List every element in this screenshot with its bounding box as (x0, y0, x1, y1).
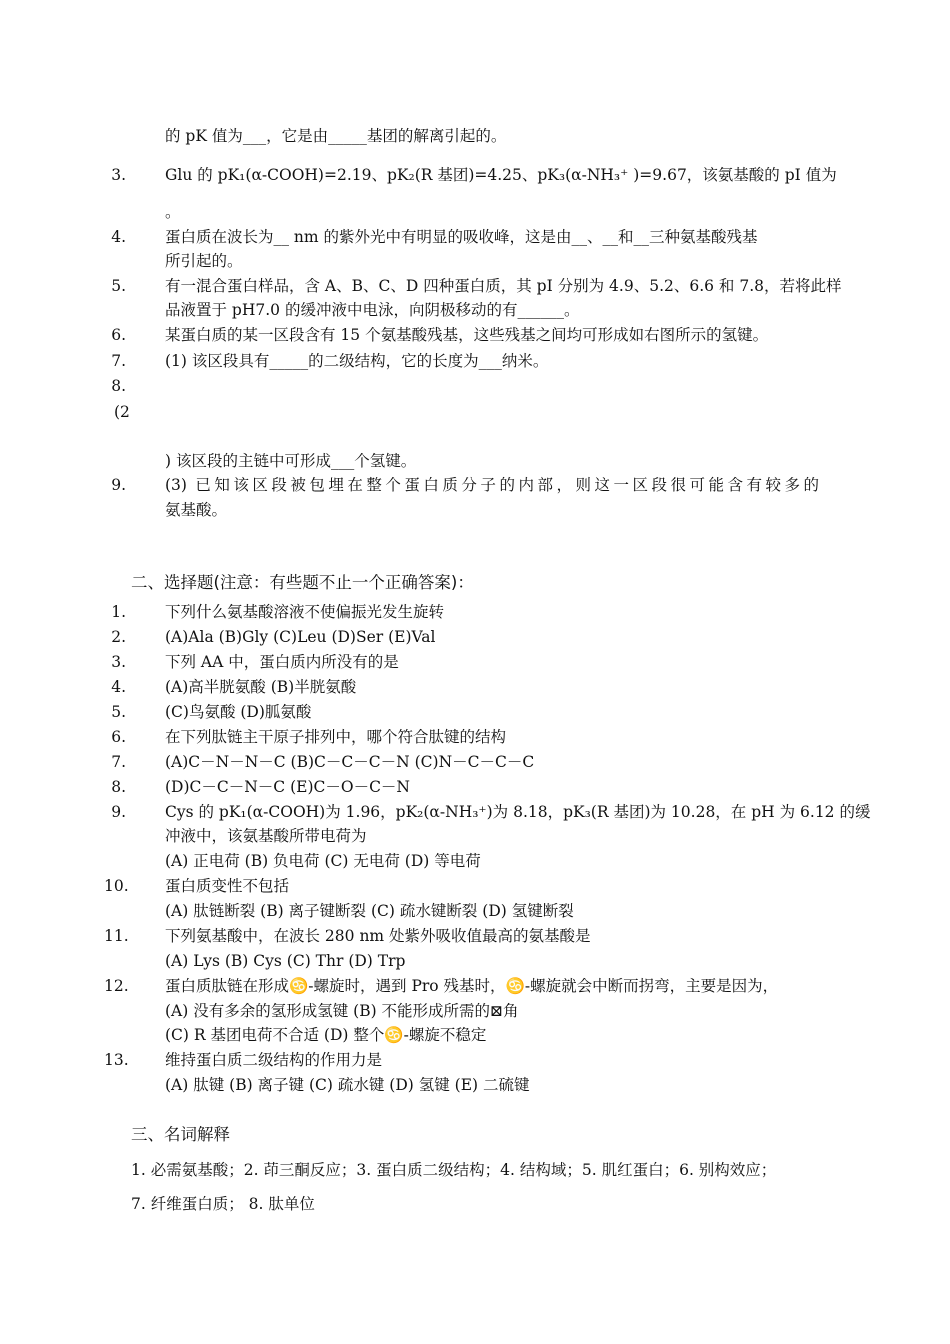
choice-line-number: 5. (111, 703, 126, 721)
question-5-line-2: 品液置于 pH7.0 的缓冲液中电泳，向阴极移动的有______。 (165, 301, 580, 319)
choice-line-number: 7. (111, 753, 126, 771)
choice-line: 冲液中，该氨基酸所带电荷为 (165, 827, 367, 845)
choice-line: (A)Ala (B)Gly (C)Leu (D)Ser (E)Val (165, 628, 436, 646)
choice-line-number: 13. (104, 1051, 129, 1069)
choice-line: (A) 没有多余的氢形成氢键 (B) 不能形成所需的⊠角 (165, 1002, 519, 1020)
choice-line-number: 11. (104, 927, 129, 945)
choice-line: (C) R 基团电荷不合适 (D) 整个♋-螺旋不稳定 (165, 1026, 487, 1044)
choice-line-number: 6. (111, 728, 126, 746)
question-5-number: 5. (111, 277, 126, 295)
question-8-paren: (2 (114, 403, 130, 421)
choice-line: 蛋白质变性不包括 (165, 877, 290, 895)
choice-line-number: 12. (104, 977, 129, 995)
question-9-line-1: (3) 已知该区段被包埋在整个蛋白质分子的内部，则这一区段很可能含有较多的 (165, 476, 819, 494)
question-4-line-2: 所引起的。 (165, 252, 243, 270)
question-9-number: 9. (111, 476, 126, 494)
choice-line-number: 1. (111, 603, 126, 621)
choice-line: (A) 正电荷 (B) 负电荷 (C) 无电荷 (D) 等电荷 (165, 852, 481, 870)
choice-line: 蛋白质肽链在形成♋-螺旋时，遇到 Pro 残基时，♋-螺旋就会中断而拐弯，主要是因为， (165, 977, 779, 995)
question-2-continuation: 的 pK 值为___，它是由_____基团的解离引起的。 (165, 127, 507, 145)
question-8-line-1: ) 该区段的主链中可形成___个氢键。 (165, 452, 417, 470)
section-2-heading: 二、选择题(注意：有些题不止一个正确答案)： (131, 573, 474, 592)
choice-line: (A) 肽键 (B) 离子键 (C) 疏水键 (D) 氢键 (E) 二硫键 (165, 1076, 530, 1094)
choice-line: Cys 的 pK₁(α-COOH)为 1.96，pK₂(α-NH₃⁺)为 8.18，pK₃(R 基团)为 10.28，在 pH 为 6.12 的缓 (165, 803, 871, 821)
choice-line: 下列什么氨基酸溶液不使偏振光发生旋转 (165, 603, 445, 621)
question-4-number: 4. (111, 228, 126, 246)
question-6-number: 6. (111, 326, 126, 344)
section-3-heading: 三、名词解释 (131, 1125, 230, 1144)
question-3-number: 3. (111, 166, 126, 184)
choice-line-number: 8. (111, 778, 126, 796)
choice-line-number: 4. (111, 678, 126, 696)
question-5-line-1: 有一混合蛋白样品，含 A、B、C、D 四种蛋白质，其 pI 分别为 4.9、5.2、6.6 和 7.8，若将此样 (165, 277, 842, 295)
choice-line-number: 9. (111, 803, 126, 821)
choice-line: (A) 肽链断裂 (B) 离子键断裂 (C) 疏水键断裂 (D) 氢键断裂 (165, 902, 574, 920)
terms-line-1: 1. 必需氨基酸；2. 茚三酮反应；3. 蛋白质二级结构；4. 结构域；5. 肌红蛋白；6. 别构效应； (131, 1161, 777, 1179)
question-7-number: 7. (111, 352, 126, 370)
question-8-number: 8. (111, 377, 126, 395)
choice-line: (A) Lys (B) Cys (C) Thr (D) Trp (165, 952, 406, 970)
choice-line: (D)C－C－N－C (E)C－O－C－N (165, 778, 410, 796)
choice-line: 下列 AA 中，蛋白质内所没有的是 (165, 653, 399, 671)
choice-line: 下列氨基酸中，在波长 280 nm 处紫外吸收值最高的氨基酸是 (165, 927, 591, 945)
choice-line: (C)鸟氨酸 (D)胍氨酸 (165, 703, 312, 721)
choice-line-number: 2. (111, 628, 126, 646)
question-6-line-1: 某蛋白质的某一区段含有 15 个氨基酸残基，这些残基之间均可形成如右图所示的氢键。 (165, 326, 769, 344)
choice-line: 维持蛋白质二级结构的作用力是 (165, 1051, 383, 1069)
terms-line-2: 7. 纤维蛋白质； 8. 肽单位 (131, 1195, 315, 1213)
choice-line: 在下列肽链主干原子排列中，哪个符合肽键的结构 (165, 728, 507, 746)
choice-line-number: 3. (111, 653, 126, 671)
question-3-line-2: 。 (165, 203, 181, 221)
question-7-line-1: (1) 该区段具有_____的二级结构，它的长度为___纳米。 (165, 352, 549, 370)
choice-line-number: 10. (104, 877, 129, 895)
choice-line: (A)C－N－N－C (B)C－C－C－N (C)N－C－C－C (165, 753, 535, 771)
question-3-line-1: Glu 的 pK₁(α-COOH)=2.19、pK₂(R 基团)=4.25、pK₃(α-NH₃⁺ )=9.67，该氨基酸的 pI 值为 (165, 166, 837, 184)
question-9-line-2: 氨基酸。 (165, 501, 228, 519)
choice-line: (A)高半胱氨酸 (B)半胱氨酸 (165, 678, 357, 696)
question-4-line-1: 蛋白质在波长为__ nm 的紫外光中有明显的吸收峰，这是由__、__和__三种氨基酸残基 (165, 228, 758, 246)
